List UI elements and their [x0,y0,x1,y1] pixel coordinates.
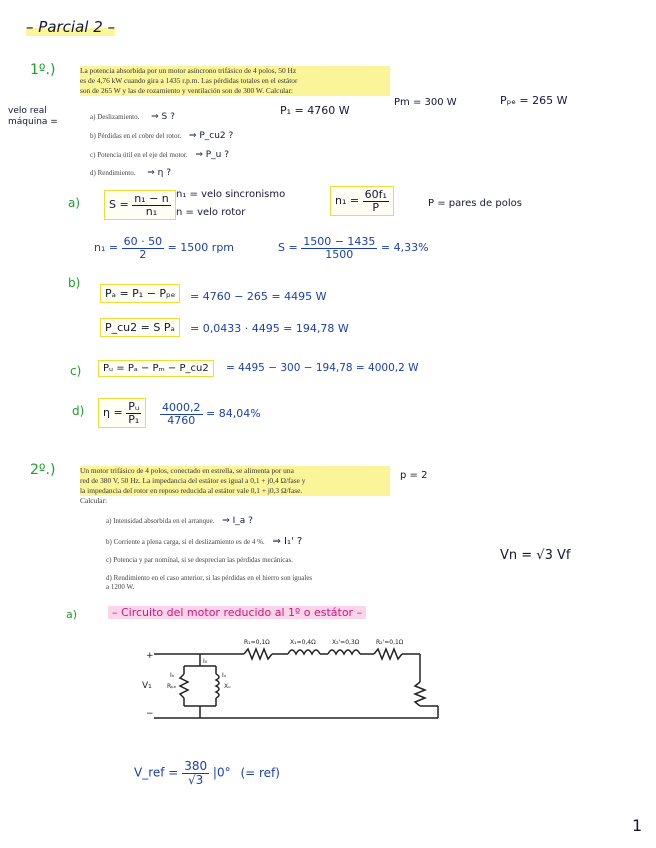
label-v1: V₁ [142,681,152,691]
statement-line: es de 4,76 kW cuando gira a 1435 r.p.m. Las pérdidas totales en el estátor [80,76,390,86]
list-item: d) Rendimiento en el caso anterior, si las pérdidas en el hierro son iguales a 1200 W. [106,574,313,591]
stator-reactance [288,650,320,654]
label-ih: Iₕ [170,672,175,679]
margin-note: velo real máquina = [8,106,58,127]
list-item: d) Rendimiento. ⇒ η ? [90,168,171,178]
label-r2: R₂'=0,1Ω [376,639,404,646]
label-x1: X₁=0,4Ω [290,639,316,646]
rotor-reactance [328,650,360,654]
statement-line: Calcular: [80,496,108,505]
sync-speed-calc: n₁ = $\frac{60 \cdot 50}{2}$ = 1500 rpm [94,235,235,261]
load-resistor [415,682,425,706]
list-item: b) Pérdidas en el cobre del rotor. ⇒ P_cu2 ? [90,131,234,141]
stator-resistor [244,649,272,659]
list-item: a) Intensidad absorbida en el arranque. ⇒ I_a ? [106,516,253,526]
problem1-statement [80,66,390,96]
part-b-tag: b) [68,276,81,290]
label-x2: X₂'=0,3Ω [332,639,360,646]
label-i0: I₀ [203,658,208,665]
list-item: c) Potencia y par nominal, si se desprecian las pérdidas mecánicas. [106,556,293,564]
list-item: b) Corriente a plena carga, si el deslizamiento es de 4 %. ⇒ I₁' ? [106,536,303,547]
known-pfe: Pₚₑ = 265 W [500,94,568,107]
part-a-tag: a) [68,196,81,210]
core-resistor [180,674,188,698]
known-pm: Pm = 300 W [394,97,457,108]
reference-voltage: V_ref = $\frac{380}{√3}$ |0° (= ref) [134,759,280,787]
useful-power-calc: = 4495 − 300 − 194,78 = 4000,2 W [226,362,419,374]
air-gap-power-calc: = 4760 − 265 = 4495 W [190,290,327,303]
statement-line: red de 380 V, 50 Hz. La impedancia del estátor es igual a 0,1 + j0,4 Ω/fase y [80,476,390,486]
statement-line: la impedancia del rotor en reposo reducida al estátor vale 0,1 + j0,3 Ω/fase. [80,486,390,496]
definitions: n₁ = velo sincronismo n = velo rotor [176,189,286,218]
efficiency-calc: $\frac{4000,2}{4760}$ = 84,04% [162,401,261,427]
label-xu: Xᵤ [224,683,231,690]
efficiency-formula: η = $\frac{\text{Pᵤ}}{\text{P₁}}$ [98,398,146,428]
pole-pair-def: P = pares de polos [428,198,522,209]
statement-line: son de 265 W y las de rozamiento y ventilación son de 300 W. Calcular: [80,86,390,96]
slip-calc: S = $\frac{1500 - 1435}{1500}$ = 4,33% [278,235,429,261]
part-2a-tag: a) [66,608,78,621]
problem2-statement [80,466,390,506]
useful-power-formula: Pᵤ = Pₐ − Pₘ − P_cu2 [98,360,214,377]
label-plus: + [146,651,154,661]
line-voltage-note: Vn = √3 Vf [500,548,571,563]
magnetizing-reactance [216,674,219,698]
page-number: 1 [632,816,643,835]
label-r1: R₁=0,1Ω [244,639,270,646]
rotor-copper-loss-calc: = 0,0433 · 4495 = 194,78 W [190,322,349,335]
circuit-title: – Circuito del motor reducido al 1º o estátor – [108,606,366,619]
air-gap-power-formula: Pₐ = P₁ − Pₚₑ [100,284,180,303]
problem1-number: 1º.) [30,62,56,78]
part-c-tag: c) [70,364,82,378]
known-p1: P₁ = 4760 W [280,104,350,117]
list-item: c) Potencia útil en el eje del motor. ⇒ P_u ? [90,150,230,160]
statement-line: Un motor trifásico de 4 polos, conectado en estrella, se alimenta por una [80,466,390,476]
label-minus: − [146,709,154,719]
page-title: – Parcial 2 – [26,18,116,36]
equivalent-circuit-diagram [140,630,450,730]
problem2-number: 2º.) [30,462,56,478]
slip-formula: S = $\frac{\text{n₁ − n}}{\text{n₁}}$ [104,190,176,220]
sync-speed-formula: n₁ = $\frac{\text{60f₁}}{P}$ [330,186,394,216]
list-item: a) Deslizamiento. ⇒ S ? [90,112,175,122]
label-iu: Iᵤ [222,672,227,679]
pole-pair-note: p = 2 [400,470,428,481]
rotor-resistor [374,649,402,659]
part-d-tag: d) [72,404,85,418]
rotor-copper-loss-formula: P_cu2 = S Pₐ [100,318,180,337]
statement-line: La potencia absorbida por un motor asíncrono trifásico de 4 polos, 50 Hz [80,66,390,76]
label-rfe: Rₚₑ [167,683,177,690]
